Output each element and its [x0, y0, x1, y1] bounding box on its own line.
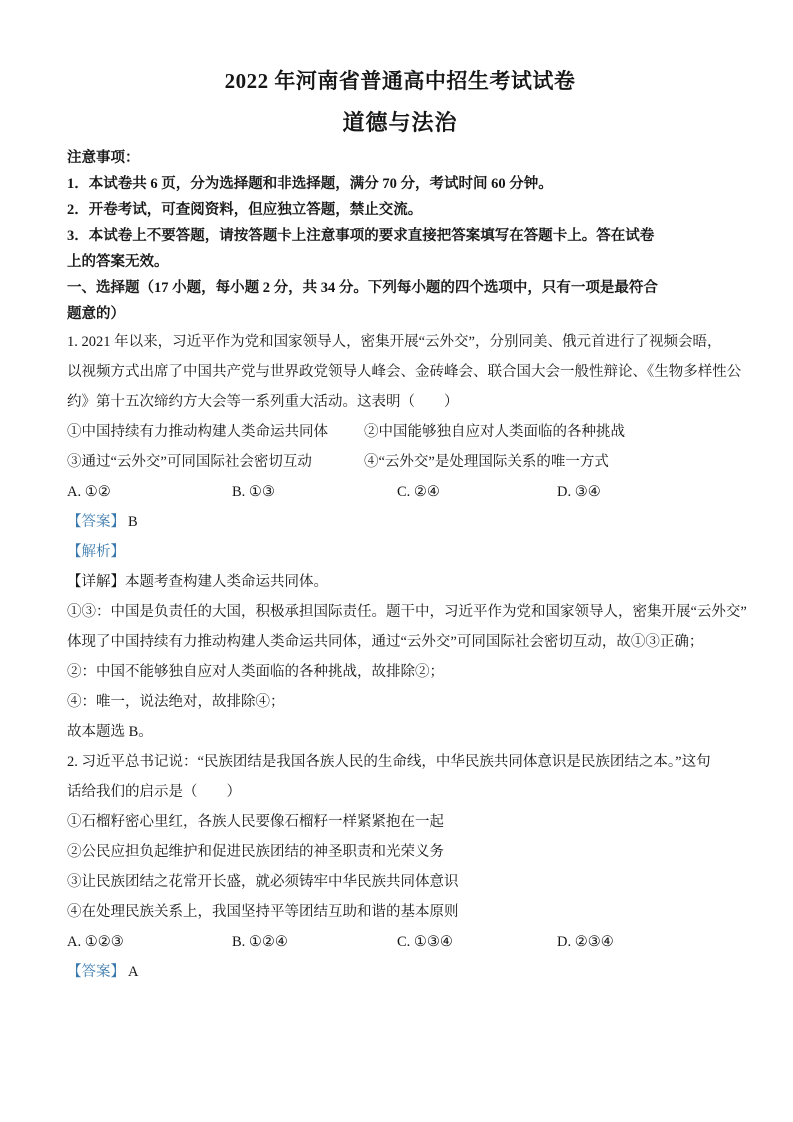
q1-detail-line-4: ②：中国不能够独自应对人类面临的各种挑战，故排除②；: [67, 664, 444, 680]
q1-detail-line-3: 体现了中国持续有力推动构建人类命运共同体，通过“云外交”可同国际社会密切互动，故①③正确；: [67, 634, 704, 650]
q2-option-2: ②公民应担负起维护和促进民族团结的神圣职责和光荣义务: [67, 844, 444, 860]
notice-line-2: 2．开卷考试，可查阅资料，但应独立答题，禁止交流。: [67, 202, 423, 218]
q2-choices-row: [67, 927, 733, 957]
q2-option-4: ④在处理民族关系上，我国坚持平等团结互助和谐的基本原则: [67, 904, 459, 920]
q2-answer-label: 【答案】: [67, 964, 125, 980]
q1-detail-line-6: 故本题选 B。: [67, 724, 153, 740]
q2-choice-b: B. ①②④: [232, 934, 288, 950]
page-subtitle: 道德与法治: [342, 110, 458, 135]
q1-option-2: ②中国能够独自应对人类面临的各种挑战: [364, 424, 625, 440]
q1-choice-b: B. ①③: [232, 484, 275, 500]
q1-detail-line-2: ①③：中国是负责任的大国，积极承担国际责任。题干中，习近平作为党和国家领导人，密集开展“云外交”: [67, 604, 747, 620]
q2-choice-c: C. ①③④: [397, 934, 453, 950]
notice-line-3: 3．本试卷上不要答题，请按答题卡上注意事项的要求直接把答案填写在答题卡上。答在试卷: [67, 228, 655, 244]
q1-choice-c: C. ②④: [397, 484, 440, 500]
q1-choice-a: A. ①②: [67, 484, 111, 500]
q2-choice-d: D. ②③④: [557, 934, 614, 950]
q2-stem-line-1: 2. 习近平总书记说：“民族团结是我国各族人民的生命线，中华民族共同体意识是民族团结之本。”这句: [67, 754, 711, 770]
q1-option-1: ①中国持续有力推动构建人类命运共同体: [67, 424, 328, 440]
q1-option-4: ④“云外交”是处理国际关系的唯一方式: [364, 454, 609, 470]
q1-option-row-2: [67, 447, 733, 477]
notice-section: [67, 145, 733, 327]
notice-heading: 注意事项：: [67, 150, 140, 166]
q2-option-1: ①石榴籽密心里红，各族人民要像石榴籽一样紧紧抱在一起: [67, 814, 444, 830]
q2-choice-a: A. ①②③: [67, 934, 124, 950]
q1-answer-value: B: [128, 514, 138, 530]
section-heading-cont: 题意的）: [67, 306, 125, 322]
q2-answer-value: A: [128, 964, 139, 980]
notice-line-1: 1．本试卷共 6 页，分为选择题和非选择题，满分 70 分，考试时间 60 分钟。: [67, 176, 553, 192]
q1-choices-row: [67, 477, 733, 507]
q1-answer-label: 【答案】: [67, 514, 125, 530]
q2-stem-line-2: 话给我们的启示是（ ）: [67, 784, 241, 800]
q1-detail-line-5: ④：唯一，说法绝对，故排除④；: [67, 694, 285, 710]
questions-body: [67, 327, 747, 987]
q1-analysis-label: 【解析】: [67, 544, 125, 560]
q1-answer-line: [67, 507, 733, 537]
section-heading: 一、选择题（17 小题，每小题 2 分，共 34 分。下列每小题的四个选项中，只有一项是最符合: [67, 280, 658, 296]
q2-option-3: ③让民族团结之花常开长盛，就必须铸牢中华民族共同体意识: [67, 874, 459, 890]
q1-option-3: ③通过“云外交”可同国际社会密切互动: [67, 454, 312, 470]
notice-line-3-cont: 上的答案无效。: [67, 254, 169, 270]
q1-stem-line-3: 约》第十五次缔约方大会等一系列重大活动。这表明（ ）: [67, 394, 459, 410]
q1-choice-d: D. ③④: [557, 484, 601, 500]
q1-stem-line-2: 以视频方式出席了中国共产党与世界政党领导人峰会、金砖峰会、联合国大会一般性辩论、《生物多样性公: [67, 364, 742, 380]
q2-answer-line: [67, 957, 733, 987]
q1-detail-line-1: 【详解】本题考查构建人类命运共同体。: [67, 574, 328, 590]
q1-option-row-1: [67, 417, 733, 447]
page-title: 2022 年河南省普通高中招生考试试卷: [224, 69, 576, 93]
q1-stem-line-1: 1. 2021 年以来，习近平作为党和国家领导人，密集开展“云外交”，分别同美、俄元首进行了视频会晤，: [67, 334, 722, 350]
